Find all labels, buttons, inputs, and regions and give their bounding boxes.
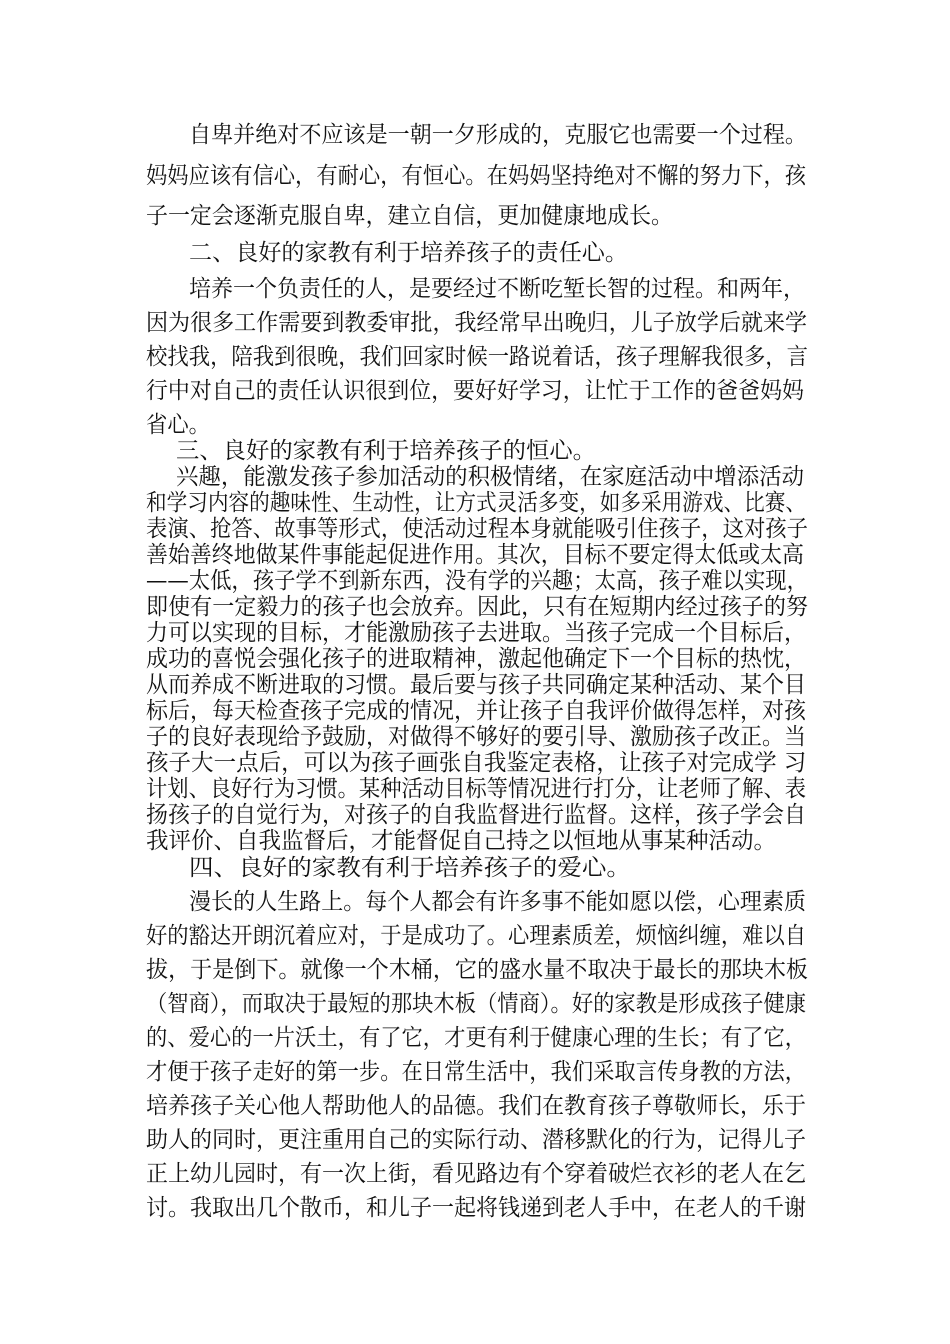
text-line: （智商），而取决于最短的那块木板（情商）。好的家教是形成孩子健康 bbox=[146, 991, 807, 1017]
text-line: 孩子大一点后，可以为孩子画张自我鉴定表格，让孩子对完成学 习 bbox=[146, 750, 807, 776]
text-line: 和学习内容的趣味性、生动性，让方式灵活多变，如多采用游戏、比赛、 bbox=[146, 490, 806, 516]
text-line: 培养孩子关心他人帮助他人的品德。我们在教育孩子尊敬师长，乐于 bbox=[146, 1093, 806, 1119]
text-line: 扬孩子的自觉行为，对孩子的自我监督进行监督。这样，孩子学会自 bbox=[146, 802, 806, 828]
text-line: 标后，每天检查孩子完成的情况，并让孩子自我评价做得怎样，对孩 bbox=[146, 698, 806, 724]
text-line: 漫长的人生路上。每个人都会有许多事不能如愿以偿，心理素质 bbox=[189, 889, 807, 915]
text-line: 计划、良好行为习惯。某种活动目标等情况进行打分，让老师了解、表 bbox=[146, 776, 807, 802]
section-heading: 三、良好的家教有利于培养孩子的恒心。 bbox=[176, 438, 597, 464]
text-line: 因为很多工作需要到教委审批，我经常早出晚归，儿子放学后就来学 bbox=[146, 310, 808, 336]
text-line: 校找我，陪我到很晚，我们回家时候一路说着话，孩子理解我很多，言 bbox=[146, 344, 809, 370]
text-line: 成功的喜悦会强化孩子的进取精神，激起他确定下一个目标的热忱， bbox=[146, 646, 806, 672]
text-line: 即使有一定毅力的孩子也会放弃。因此，只有在短期内经过孩子的努 bbox=[146, 594, 808, 620]
section-heading: 四、良好的家教有利于培养孩子的爱心。 bbox=[189, 855, 631, 881]
text-line: 好的豁达开朗沉着应对，于是成功了。心理素质差，烦恼纠缠，难以自 bbox=[146, 923, 807, 949]
text-line: 妈妈应该有信心，有耐心，有恒心。在妈妈坚持绝对不懈的努力下，孩 bbox=[146, 163, 807, 189]
text-line: ——太低，孩子学不到新东西，没有学的兴趣；太高，孩子难以实现， bbox=[146, 568, 809, 594]
text-line: 拔，于是倒下。就像一个木桶，它的盛水量不取决于最长的那块木板 bbox=[146, 957, 808, 983]
text-line: 正上幼儿园时，有一次上街，看见路边有个穿着破烂衣衫的老人在乞 bbox=[146, 1161, 806, 1187]
text-line: 从而养成不断进取的习惯。最后要与孩子共同确定某种活动、某个目 bbox=[146, 672, 806, 698]
section-heading: 二、良好的家教有利于培养孩子的责任心。 bbox=[189, 240, 629, 266]
text-line: 助人的同时，更注重用自己的实际行动、潜移默化的行为，记得儿子 bbox=[146, 1127, 806, 1153]
text-line: 省心。 bbox=[146, 412, 210, 438]
text-line: 力可以实现的目标，才能激励孩子去进取。当孩子完成一个目标后， bbox=[146, 620, 806, 646]
text-line: 自卑并绝对不应该是一朝一夕形成的，克服它也需要一个过程。 bbox=[189, 122, 807, 148]
text-line: 的、爱心的一片沃土，有了它，才更有利于健康心理的生长；有了它， bbox=[146, 1025, 807, 1051]
text-line: 善始善终地做某件事能起促进作用。其次，目标不要定得太低或太高 bbox=[146, 542, 804, 568]
text-line: 才便于孩子走好的第一步。在日常生活中，我们采取言传身教的方法， bbox=[146, 1059, 807, 1085]
text-line: 表演、抢答、故事等形式，使活动过程本身就能吸引住孩子，这对孩子 bbox=[146, 516, 809, 542]
text-line: 行中对自己的责任认识很到位，要好好学习，让忙于工作的爸爸妈妈 bbox=[146, 378, 804, 404]
text-line: 子一定会逐渐克服自卑，建立自信，更加健康地成长。 bbox=[146, 203, 673, 229]
text-line: 子的良好表现给予鼓励，对做得不够好的要引导、激励孩子改正。当 bbox=[146, 724, 806, 750]
text-line: 我评价、自我监督后，才能督促自己持之以恒地从事某种活动。 bbox=[146, 828, 777, 854]
text-line: 讨。我取出几个散币，和儿子一起将钱递到老人手中，在老人的千谢 bbox=[146, 1195, 806, 1221]
text-line: 培养一个负责任的人，是要经过不断吃堑长智的过程。和两年， bbox=[189, 276, 805, 302]
text-line: 兴趣，能激发孩子参加活动的积极情绪，在家庭活动中增添活动 bbox=[176, 464, 805, 490]
